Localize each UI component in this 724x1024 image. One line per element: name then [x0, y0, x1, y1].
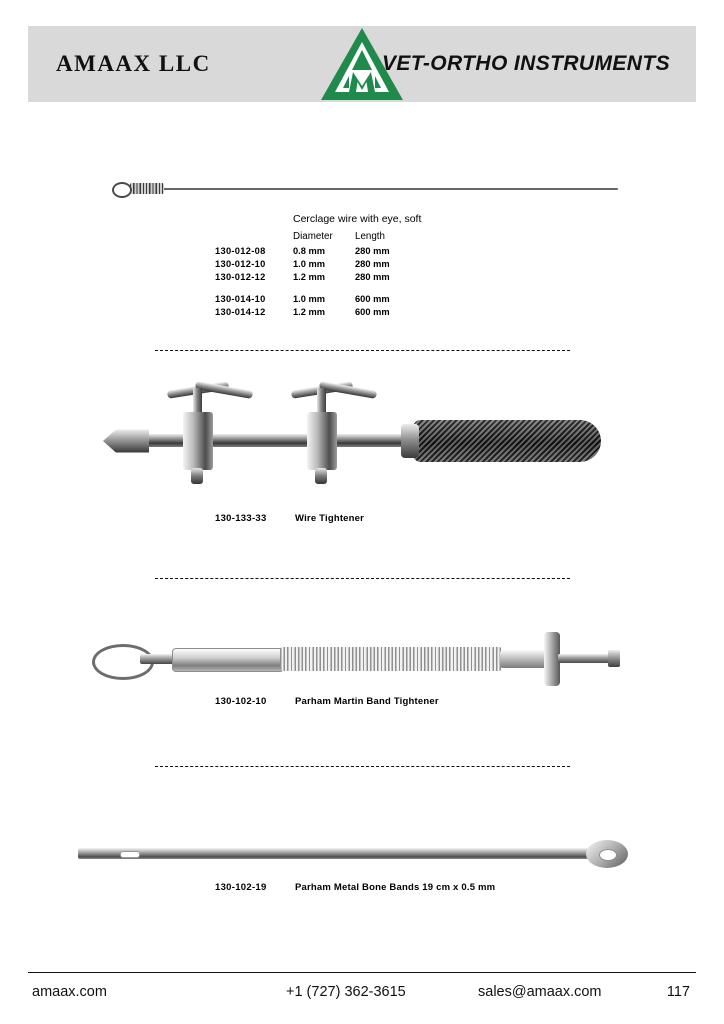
cell-code: 130-014-10 [215, 294, 266, 304]
table-header-row [215, 231, 415, 246]
band-slot [120, 851, 140, 858]
tightener-tip [103, 428, 149, 454]
pm-body [172, 648, 284, 672]
parham-martin-band-tightener-illustration [88, 630, 628, 690]
header-tagline: VET-ORTHO INSTRUMENTS [381, 52, 670, 75]
footer-divider [28, 972, 696, 973]
cell-diameter: 1.0 mm [293, 294, 326, 304]
pm-neck [140, 654, 174, 664]
wire-eye [112, 182, 132, 198]
wire-tightener-label: Wire Tightener [295, 513, 365, 524]
cell-length: 600 mm [355, 307, 390, 317]
wire-shaft [136, 188, 618, 190]
footer-phone[interactable]: +1 (727) 362-3615 [286, 984, 406, 1000]
amaax-triangle-logo [318, 25, 406, 103]
parham-martin-code: 130-102-10 [215, 696, 267, 707]
cell-length: 280 mm [355, 259, 390, 269]
pm-end-cap [608, 650, 620, 667]
cell-length: 600 mm [355, 294, 390, 304]
tightener-shaft [113, 434, 413, 447]
tightener-block [183, 412, 213, 470]
cell-diameter: 0.8 mm [293, 246, 326, 256]
tightener-handle [413, 420, 601, 462]
cell-diameter: 1.2 mm [293, 272, 326, 282]
cell-code: 130-012-08 [215, 246, 266, 256]
column-header-length: Length [355, 231, 385, 242]
footer-email[interactable]: sales@amaax.com [478, 984, 602, 1000]
table-spacer-row [215, 285, 415, 294]
table-row [215, 294, 415, 307]
cell-length: 280 mm [355, 272, 390, 282]
section-divider [155, 350, 570, 351]
parham-martin-label: Parham Martin Band Tightener [295, 696, 439, 707]
column-header-diameter: Diameter [293, 231, 333, 242]
cerclage-wire-illustration [110, 178, 618, 200]
band-strip [78, 848, 608, 859]
table-row [215, 259, 415, 272]
cell-diameter: 1.2 mm [293, 307, 326, 317]
tightener-knob [315, 468, 327, 484]
wire-tightener-illustration [95, 382, 635, 497]
pm-knurled-barrel [280, 647, 502, 671]
page-number: 117 [666, 984, 690, 1000]
bone-bands-label: Parham Metal Bone Bands 19 cm x 0.5 mm [295, 882, 496, 893]
table-row [215, 272, 415, 285]
bone-bands-code: 130-102-19 [215, 882, 267, 893]
cell-code: 130-012-12 [215, 272, 266, 282]
cell-code: 130-014-12 [215, 307, 266, 317]
tightener-block [307, 412, 337, 470]
cell-code: 130-012-10 [215, 259, 266, 269]
page-footer [28, 984, 696, 1010]
section-divider [155, 766, 570, 767]
wire-coil [130, 183, 164, 194]
column-header-code [215, 231, 293, 246]
band-hole [599, 849, 617, 861]
cell-diameter: 1.0 mm [293, 259, 326, 269]
cell-length: 280 mm [355, 246, 390, 256]
spec-table-title: Cerclage wire with eye, soft [293, 213, 422, 225]
parham-metal-bone-bands-illustration [78, 838, 638, 874]
footer-website[interactable]: amaax.com [32, 984, 107, 1000]
wire-tightener-code: 130-133-33 [215, 513, 267, 524]
company-name: AMAAX LLC [56, 51, 211, 76]
table-row [215, 246, 415, 259]
section-divider [155, 578, 570, 579]
cerclage-wire-spec-table [215, 213, 421, 320]
tightener-knob [191, 468, 203, 484]
page-header [28, 26, 696, 102]
pm-rod [558, 654, 614, 663]
table-row [215, 307, 415, 320]
